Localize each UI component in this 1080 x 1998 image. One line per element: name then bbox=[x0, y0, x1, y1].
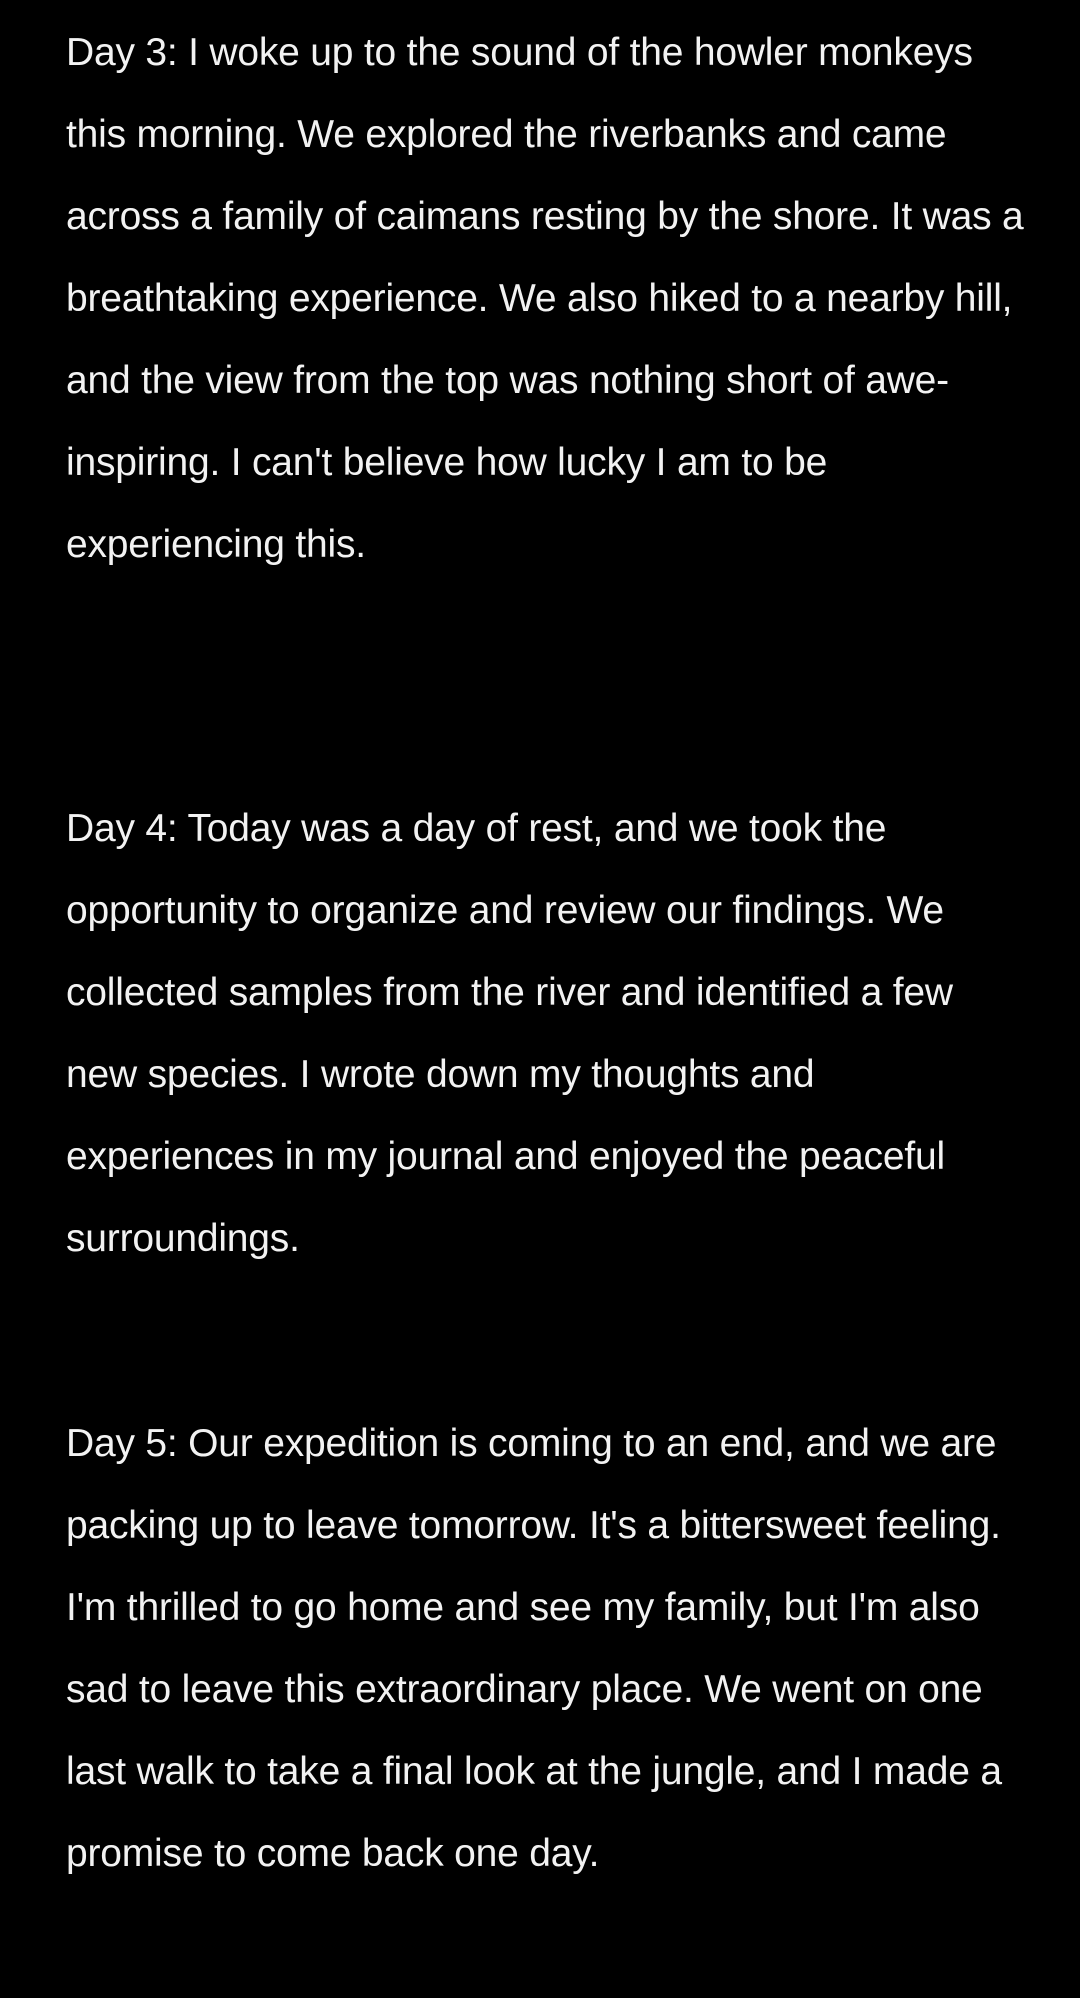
journal-entry-day-4: Day 4: Today was a day of rest, and we took the opportunity to organize and review our findings. We collected samples from the river and identified a few new species. I wrote down my thoughts and experiences in my journal and enjoyed the peaceful surroundings. bbox=[66, 807, 953, 1260]
journal-entry-day-5: Day 5: Our expedition is coming to an end, and we are packing up to leave tomorrow. It's a bittersweet feeling. I'm thrilled to go home and see my family, but I'm also sad to leave this extraordinary place. We went on one last walk to take a final look at the jungle, and I made a promise to come back one day. bbox=[66, 1422, 1002, 1875]
journal-entry-day-3: Day 3: I woke up to the sound of the howler monkeys this morning. We explored the riverbanks and came across a family of caimans resting by the shore. It was a breathtaking experience. We also hiked to a nearby hill, and the view from the top was nothing short of awe-inspiring. I can't believe how lucky I am to be experiencing this. bbox=[66, 31, 1024, 566]
